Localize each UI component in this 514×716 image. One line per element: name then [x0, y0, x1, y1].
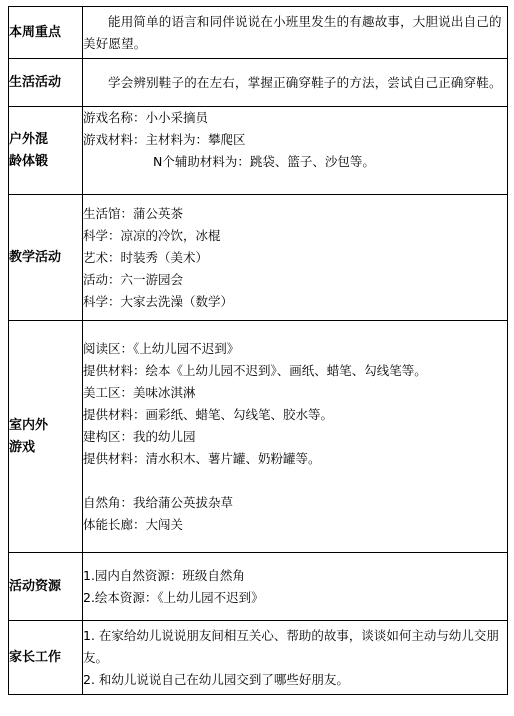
label-outdoor-line-2: 龄体锻: [9, 153, 49, 169]
resource-item: 2.绘本资源：《上幼儿园不迟到》: [83, 589, 264, 605]
row-outdoor-exercise: [9, 107, 508, 195]
row-parent-work: [9, 621, 508, 695]
label-games-line-1: 室内外: [9, 417, 49, 433]
parent-work-item-1: 1. 在家给幼儿说说朋友间相互关心、帮助的故事，谈谈如何主动与幼儿交朋友。: [83, 627, 499, 665]
games-item: 自然角：我给蒲公英拔杂草: [83, 494, 234, 510]
games-item: 提供材料：画彩纸、蜡笔、勾线笔、胶水等。: [83, 406, 334, 422]
label-outdoor-line-1: 户外混: [9, 131, 49, 147]
row-indoor-outdoor-games: [9, 321, 508, 553]
games-item: 建构区：我的幼儿园: [83, 428, 196, 444]
games-item: 提供材料：清水积木、薯片罐、奶粉罐等。: [83, 450, 321, 466]
outdoor-main-material: 游戏材料：主材料为：攀爬区: [83, 132, 246, 147]
content-activity-resources: [83, 553, 508, 621]
row-weekly-focus: [9, 7, 508, 59]
weekly-focus-text: 能用简单的语言和同伴说说在小班里发生的有趣故事，大胆说出自己的美好愿望。: [83, 13, 502, 51]
content-weekly-focus: [83, 7, 508, 59]
games-item: 体能长廊：大闯关: [83, 516, 184, 532]
blank-line: [83, 470, 507, 492]
games-item: 阅读区：《上幼儿园不迟到》: [83, 340, 240, 356]
content-parent-work: [83, 621, 508, 695]
teaching-item: 生活馆：蒲公英茶: [83, 205, 184, 221]
label-parent-work: 家长工作: [9, 621, 83, 695]
games-item: 提供材料：绘本《上幼儿园不迟到》、画纸、蜡笔、勾线笔等。: [83, 362, 427, 378]
label-activity-resources: 活动资源: [9, 553, 83, 621]
label-indoor-outdoor-games: [9, 321, 83, 553]
label-teaching-activity: 教学活动: [9, 195, 83, 321]
teaching-item: 活动：六一游园会: [83, 271, 184, 287]
life-activity-text: 学会辨别鞋子的在左右，掌握正确穿鞋子的方法，尝试自己正确穿鞋。: [108, 74, 502, 90]
teaching-item: 艺术：时装秀（美术）: [83, 249, 209, 265]
outdoor-game-name: 游戏名称：小小采摘员: [83, 110, 209, 125]
label-weekly-focus: 本周重点: [9, 7, 83, 59]
content-life-activity: [83, 59, 508, 107]
weekly-plan-table: [8, 6, 508, 695]
label-outdoor-exercise: [9, 107, 83, 195]
label-life-activity: 生活活动: [9, 59, 83, 107]
games-item: 美工区：美味冰淇淋: [83, 384, 196, 400]
teaching-item: 科学：凉凉的冷饮，冰棍: [83, 227, 221, 243]
resource-item: 1.园内自然资源：班级自然角: [83, 567, 245, 583]
content-indoor-outdoor-games: [83, 321, 508, 553]
outdoor-aux-material: N个辅助材料为：跳袋、篮子、沙包等。: [153, 154, 375, 169]
row-teaching-activity: [9, 195, 508, 321]
row-activity-resources: [9, 553, 508, 621]
label-games-line-2: 游戏: [9, 439, 36, 455]
content-outdoor-exercise: [83, 107, 508, 195]
teaching-item: 科学：大家去洗澡（数学）: [83, 293, 234, 309]
parent-work-item-2: 2. 和幼儿说说自己在幼儿园交到了哪些好朋友。: [83, 671, 349, 687]
row-life-activity: [9, 59, 508, 107]
content-teaching-activity: [83, 195, 508, 321]
